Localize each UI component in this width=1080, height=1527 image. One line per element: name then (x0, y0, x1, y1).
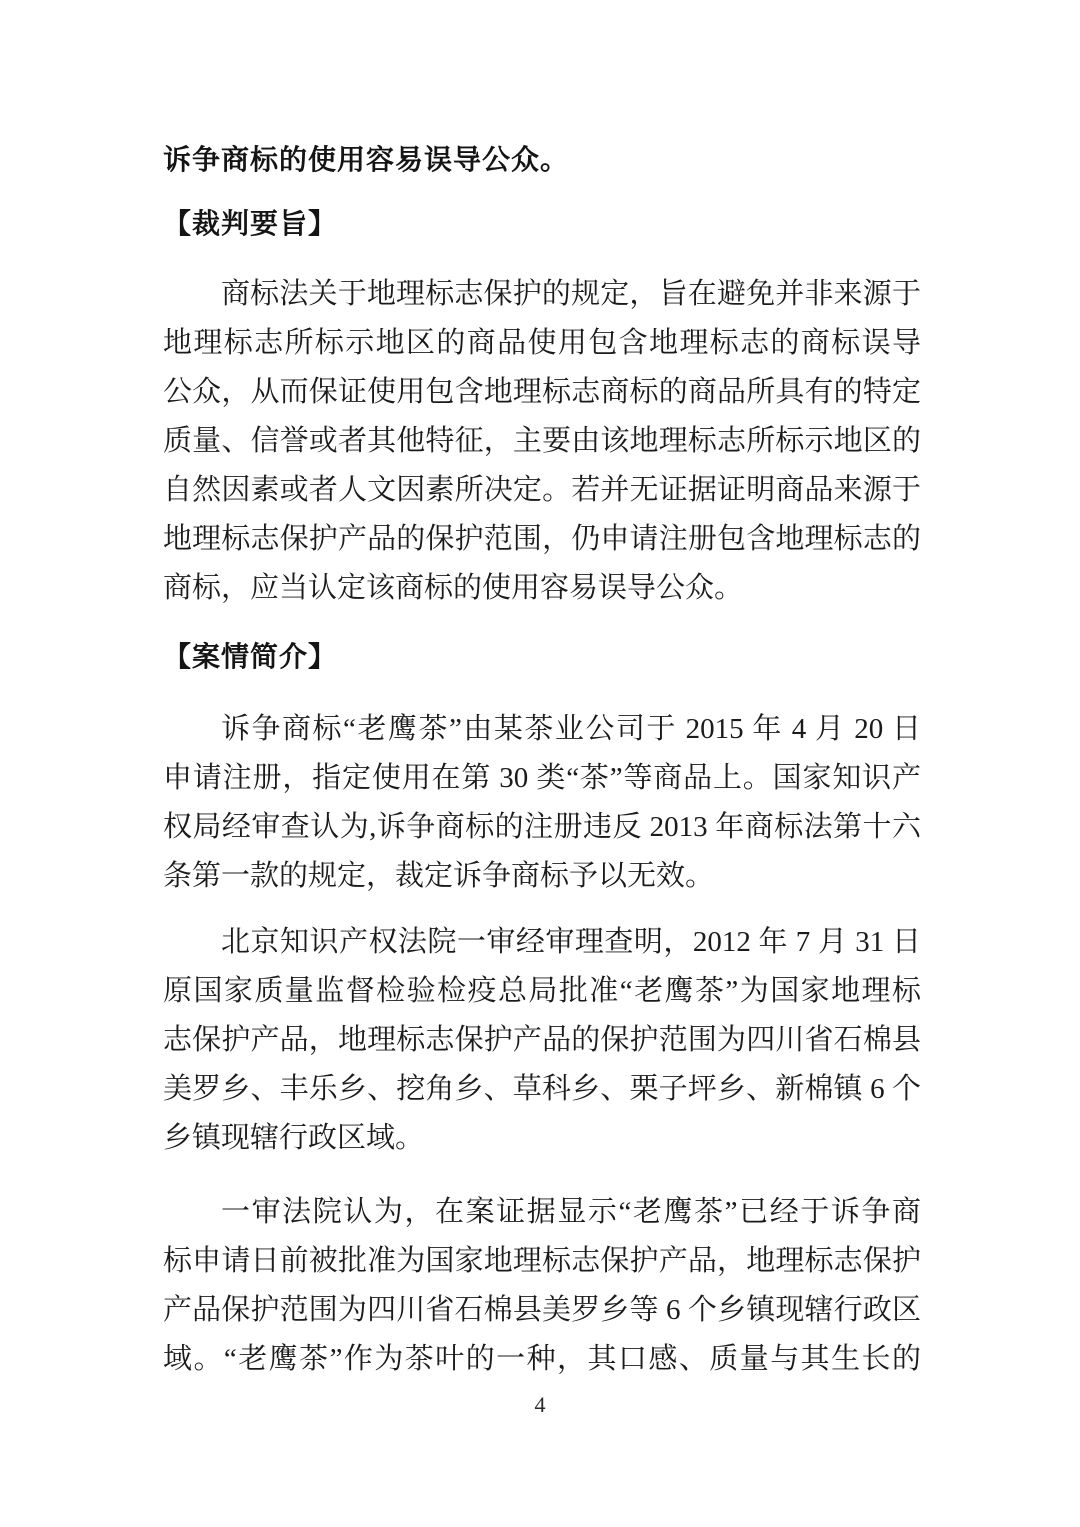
page-number: 4 (534, 1392, 546, 1417)
text-line: 商标，应当认定该商标的使用容易误导公众。 (163, 572, 744, 604)
text-line: 诉争商标“老鹰茶”由某茶业公司于 2015 年 4 月 20 日 (221, 713, 921, 745)
text-line: 标申请日前被批准为国家地理标志保护产品，地理标志保护 (163, 1245, 921, 1277)
paragraph-case-filing (163, 705, 921, 901)
text-line: 质量、信誉或者其他特征，主要由该地理标志所标示地区的 (163, 425, 921, 457)
section-heading-case-summary: 【案情简介】 (163, 641, 338, 672)
text-line: 地理标志所标示地区的商品使用包含地理标志的商标误导 (163, 327, 921, 359)
text-line: 北京知识产权法院一审经审理查明，2012 年 7 月 31 日 (221, 926, 921, 958)
intro-line: 诉争商标的使用容易误导公众。 (163, 144, 570, 175)
paragraph-first-instance-opinion (163, 1188, 921, 1384)
document-body (163, 138, 921, 1384)
text-line: 条第一款的规定，裁定诉争商标予以无效。 (163, 860, 715, 892)
text-line: 域。“老鹰茶”作为茶叶的一种，其口感、质量与其生长的 (163, 1343, 921, 1375)
text-line: 乡镇现辖行政区域。 (163, 1122, 425, 1154)
text-line: 地理标志保护产品的保护范围，仍申请注册包含地理标志的 (163, 523, 921, 555)
text-line: 产品保护范围为四川省石棉县美罗乡等 6 个乡镇现辖行政区 (163, 1294, 921, 1326)
text-line: 权局经审查认为,诉争商标的注册违反 2013 年商标法第十六 (163, 811, 921, 843)
text-line: 美罗乡、丰乐乡、挖角乡、草科乡、栗子坪乡、新棉镇 6 个 (163, 1073, 921, 1105)
paragraph-judgment-gist (163, 270, 921, 613)
text-line: 商标法关于地理标志保护的规定，旨在避免并非来源于 (221, 278, 921, 310)
text-line: 公众，从而保证使用包含地理标志商标的商品所具有的特定 (163, 376, 921, 408)
section-heading-judgment-gist: 【裁判要旨】 (163, 208, 338, 239)
text-line: 原国家质量监督检验检疫总局批准“老鹰茶”为国家地理标 (163, 975, 921, 1007)
text-line: 申请注册，指定使用在第 30 类“茶”等商品上。国家知识产 (163, 762, 921, 794)
text-line: 志保护产品，地理标志保护产品的保护范围为四川省石棉县 (163, 1024, 921, 1056)
text-line: 自然因素或者人文因素所决定。若并无证据证明商品来源于 (163, 474, 921, 506)
text-line: 一审法院认为，在案证据显示“老鹰茶”已经于诉争商 (221, 1196, 921, 1228)
paragraph-first-instance-findings (163, 918, 921, 1163)
